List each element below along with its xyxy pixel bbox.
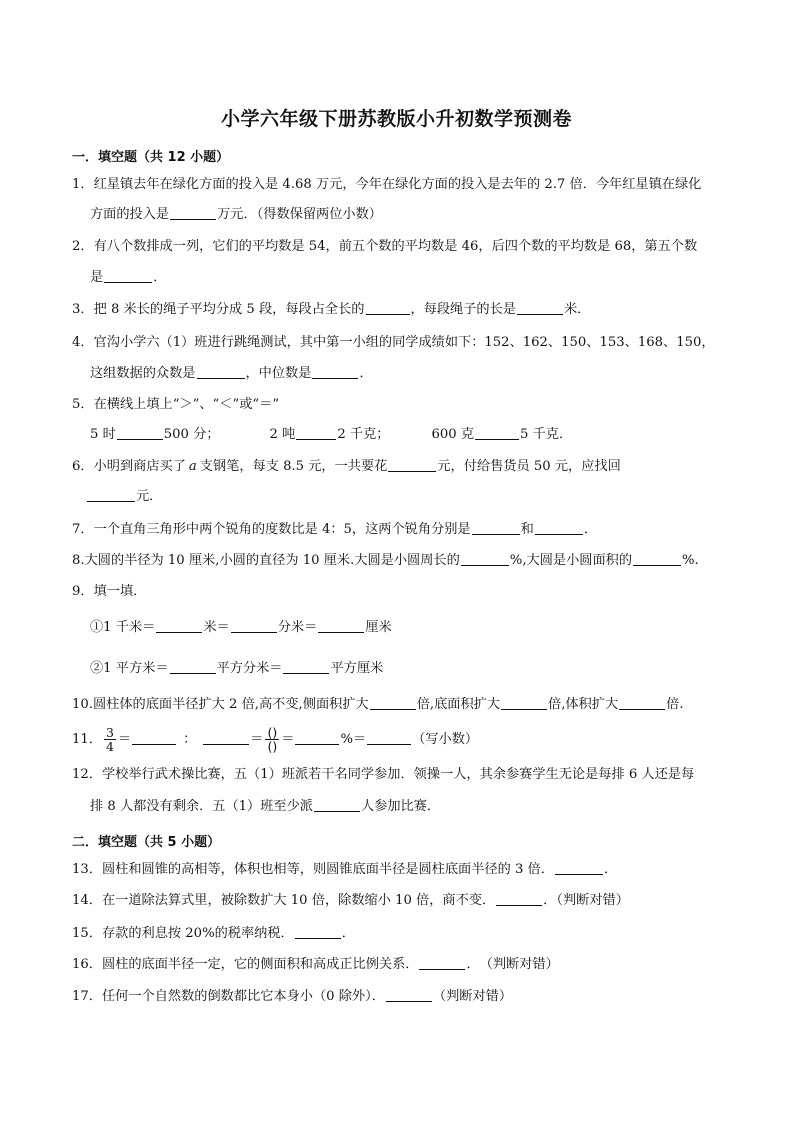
section-heading-2: 二．填空题（共 5 小题）	[72, 835, 221, 850]
question-6-line-1: 6．小明到商店买了 a 支钢笔，每支 8.5 元，一共要花 元，付给售货员 50 元，应找回	[72, 459, 621, 474]
fraction-three-quarters: $\frac{3}{4}$	[105, 725, 114, 754]
answer-blank[interactable]	[386, 987, 432, 1002]
answer-blank[interactable]	[501, 695, 547, 710]
answer-blank[interactable]	[170, 205, 216, 220]
question-5-line-2: 5 时 500 分； 2 吨 2 千克； 600 克 5 千克．	[90, 427, 573, 442]
fraction-blank[interactable]: $\frac{()}{()}$	[267, 725, 278, 754]
answer-blank[interactable]	[295, 924, 341, 939]
question-11: 11． $\frac{3}{4}$ ＝ ： ＝ $\frac{()}{()}$ ＝ %＝ （写小数）	[72, 725, 479, 754]
answer-blank[interactable]	[461, 551, 509, 566]
answer-blank[interactable]	[117, 425, 163, 440]
question-1-line-1: 1．红星镇去年在绿化方面的投入是 4.68 万元，今年在绿化方面的投入是去年的 2.7 倍．今年红星镇在绿化	[72, 177, 702, 192]
question-17: 17．任何一个自然数的倒数都比它本身小（0 除外）． （判断对错）	[72, 989, 513, 1004]
question-15: 15．存款的利息按 20%的税率纳税． ．	[72, 926, 355, 941]
question-9-heading: 9．填一填．	[72, 584, 147, 599]
question-2-line-2: 是 ．	[90, 270, 167, 285]
question-12-line-2: 排 8 人都没有剩余．五（1）班至少派 人参加比赛．	[90, 799, 441, 814]
answer-blank[interactable]	[535, 520, 583, 535]
answer-blank[interactable]	[312, 364, 358, 379]
question-13: 13．圆柱和圆锥的高相等，体积也相等，则圆锥底面半径是圆柱底面半径的 3 倍． ．	[72, 862, 618, 877]
answer-blank[interactable]	[314, 797, 360, 812]
question-3: 3．把 8 米长的绳子平均分成 5 段，每段占全长的 ，每段绳子的长是 米．	[72, 302, 591, 317]
answer-blank[interactable]	[367, 730, 411, 745]
answer-blank[interactable]	[318, 618, 364, 633]
answer-blank[interactable]	[156, 618, 202, 633]
answer-blank[interactable]	[132, 730, 176, 745]
answer-blank[interactable]	[633, 551, 681, 566]
question-8: 8.大圆的半径为 10 厘米,小圆的直径为 10 厘米.大圆是小圆周长的 %,大圆是小圆面积的 %.	[72, 553, 699, 568]
page-title: 小学六年级下册苏教版小升初数学预测卷	[220, 108, 572, 130]
question-2-line-1: 2．有八个数排成一列，它们的平均数是 54，前五个数的平均数是 46，后四个数的平均数是 68，第五个数	[72, 239, 698, 254]
answer-blank[interactable]	[419, 955, 465, 970]
question-14: 14．在一道除法算式里，被除数扩大 10 倍，除数缩小 10 倍，商不变． ．（判断对错）	[72, 893, 629, 908]
answer-blank[interactable]	[496, 891, 542, 906]
answer-blank[interactable]	[370, 695, 416, 710]
answer-blank[interactable]	[296, 425, 336, 440]
question-9-row-2: ②1 平方米＝ 平方分米＝ 平方厘米	[90, 661, 384, 676]
answer-blank[interactable]	[197, 364, 245, 379]
question-16: 16．圆柱的底面半径一定，它的侧面积和高成正比例关系． ． （判断对错）	[72, 957, 559, 972]
answer-blank[interactable]	[203, 730, 249, 745]
answer-blank[interactable]	[475, 425, 519, 440]
question-4-line-2: 这组数据的众数是 ，中位数是 ．	[90, 366, 373, 381]
question-6-line-2: 元．	[86, 487, 162, 507]
answer-blank[interactable]	[555, 860, 603, 875]
answer-blank[interactable]	[104, 268, 152, 283]
answer-blank[interactable]	[231, 618, 277, 633]
question-5-line-1: 5．在横线上填上“＞”、“＜”或“＝”	[72, 397, 280, 412]
question-1-line-2: 方面的投入是 万元．（得数保留两位小数）	[90, 207, 382, 222]
question-4-line-1: 4．官沟小学六（1）班进行跳绳测试，其中第一小组的同学成绩如下：152、162、150、153、168、150，	[72, 335, 715, 350]
answer-blank[interactable]	[283, 659, 329, 674]
answer-blank[interactable]	[517, 300, 563, 315]
answer-blank[interactable]	[87, 487, 135, 502]
question-12-line-1: 12．学校举行武术操比赛，五（1）班派若干名同学参加．领操一人，其余参赛学生无论是每排 6 人还是每	[72, 767, 695, 782]
answer-blank[interactable]	[472, 520, 520, 535]
question-7: 7．一个直角三角形中两个锐角的度数比是 4：5，这两个锐角分别是 和 ．	[72, 522, 597, 537]
answer-blank[interactable]	[366, 300, 410, 315]
section-heading-1: 一．填空题（共 12 小题）	[72, 150, 230, 165]
question-10: 10.圆柱体的底面半径扩大 2 倍,高不变,侧面积扩大 倍,底面积扩大 倍,体积扩大 倍.	[72, 697, 684, 712]
answer-blank[interactable]	[619, 695, 665, 710]
question-9-row-1: ①1 千米＝ 米＝ 分米＝ 厘米	[90, 620, 392, 635]
answer-blank[interactable]	[388, 457, 436, 472]
answer-blank[interactable]	[170, 659, 216, 674]
answer-blank[interactable]	[295, 730, 339, 745]
